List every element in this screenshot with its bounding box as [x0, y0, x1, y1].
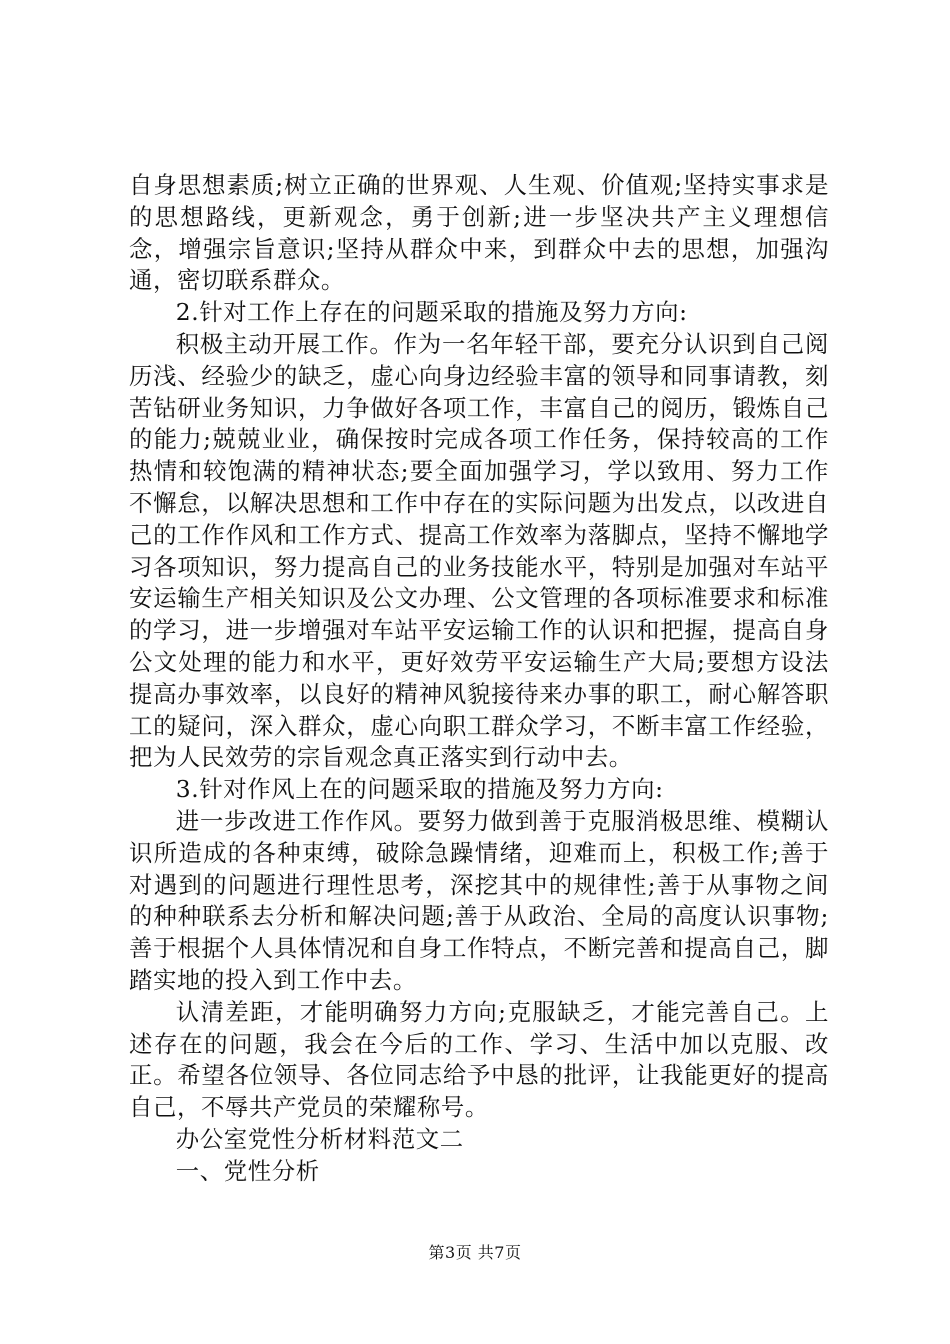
- page-number-footer: 第3页 共7页: [428, 1243, 522, 1262]
- paragraph-conclusion: 认清差距，才能明确努力方向;克服缺乏，才能完善自己。上述存在的问题，我会在今后的工作、学习、生活中加以克服、改正。希望各位领导、各位同志给予中恳的批评，让我能更好的提高自己，不辱共产党员的荣耀称号。: [129, 997, 829, 1122]
- section-heading-style: 3.针对作风上在的问题采取的措施及努力方向:: [175, 775, 664, 804]
- section-heading-party-analysis: 一、党性分析: [175, 1156, 320, 1185]
- document-body: [129, 170, 829, 1188]
- paragraph-continuation: 自身思想素质;树立正确的世界观、人生观、价值观;坚持实事求是的思想路线，更新观念，勇于创新;进一步坚决共产主义理想信念，增强宗旨意识;坚持从群众中来，到群众中去的思想，加强沟通，密切联系群众。: [129, 171, 829, 295]
- paragraph-style-measures: 进一步改进工作作风。要努力做到善于克服消极思维、模糊认识所造成的各种束缚，破除急躁情绪，迎难而上，积极工作;善于对遇到的问题进行理性思考，深挖其中的规律性;善于从事物之间的种种联系去分析和解决问题;善于从政治、全局的高度认识事物;善于根据个人具体情况和自身工作特点，不断完善和提高自己，脚踏实地的投入到工作中去。: [129, 806, 829, 994]
- paragraph-work-measures: 积极主动开展工作。作为一名年轻干部，要充分认识到自己阅历浅、经验少的缺乏，虚心向身边经验丰富的领导和同事请教，刻苦钻研业务知识，力争做好各项工作，丰富自己的阅历，锻炼自己的能力;兢兢业业，确保按时完成各项工作任务，保持较高的工作热情和较饱满的精神状态;要全面加强学习，学以致用、努力工作不懈怠，以解决思想和工作中存在的实际问题为出发点，以改进自己的工作作风和工作方式、提高工作效率为落脚点，坚持不懈地学习各项知识，努力提高自己的业务技能水平，特别是加强对车站平安运输生产相关知识及公文办理、公文管理的各项标准要求和标准的学习，进一步增强对车站平安运输工作的认识和把握，提高自身公文处理的能力和水平，更好效劳平安运输生产大局;要想方设法提高办事效率，以良好的精神风貌接待来办事的职工，耐心解答职工的疑问，深入群众，虚心向职工群众学习，不断丰富工作经验，把为人民效劳的宗旨观念真正落实到行动中去。: [129, 329, 829, 772]
- section-heading-work: 2.针对工作上存在的问题采取的措施及努力方向:: [175, 298, 688, 327]
- document-subtitle: 办公室党性分析材料范文二: [175, 1124, 464, 1153]
